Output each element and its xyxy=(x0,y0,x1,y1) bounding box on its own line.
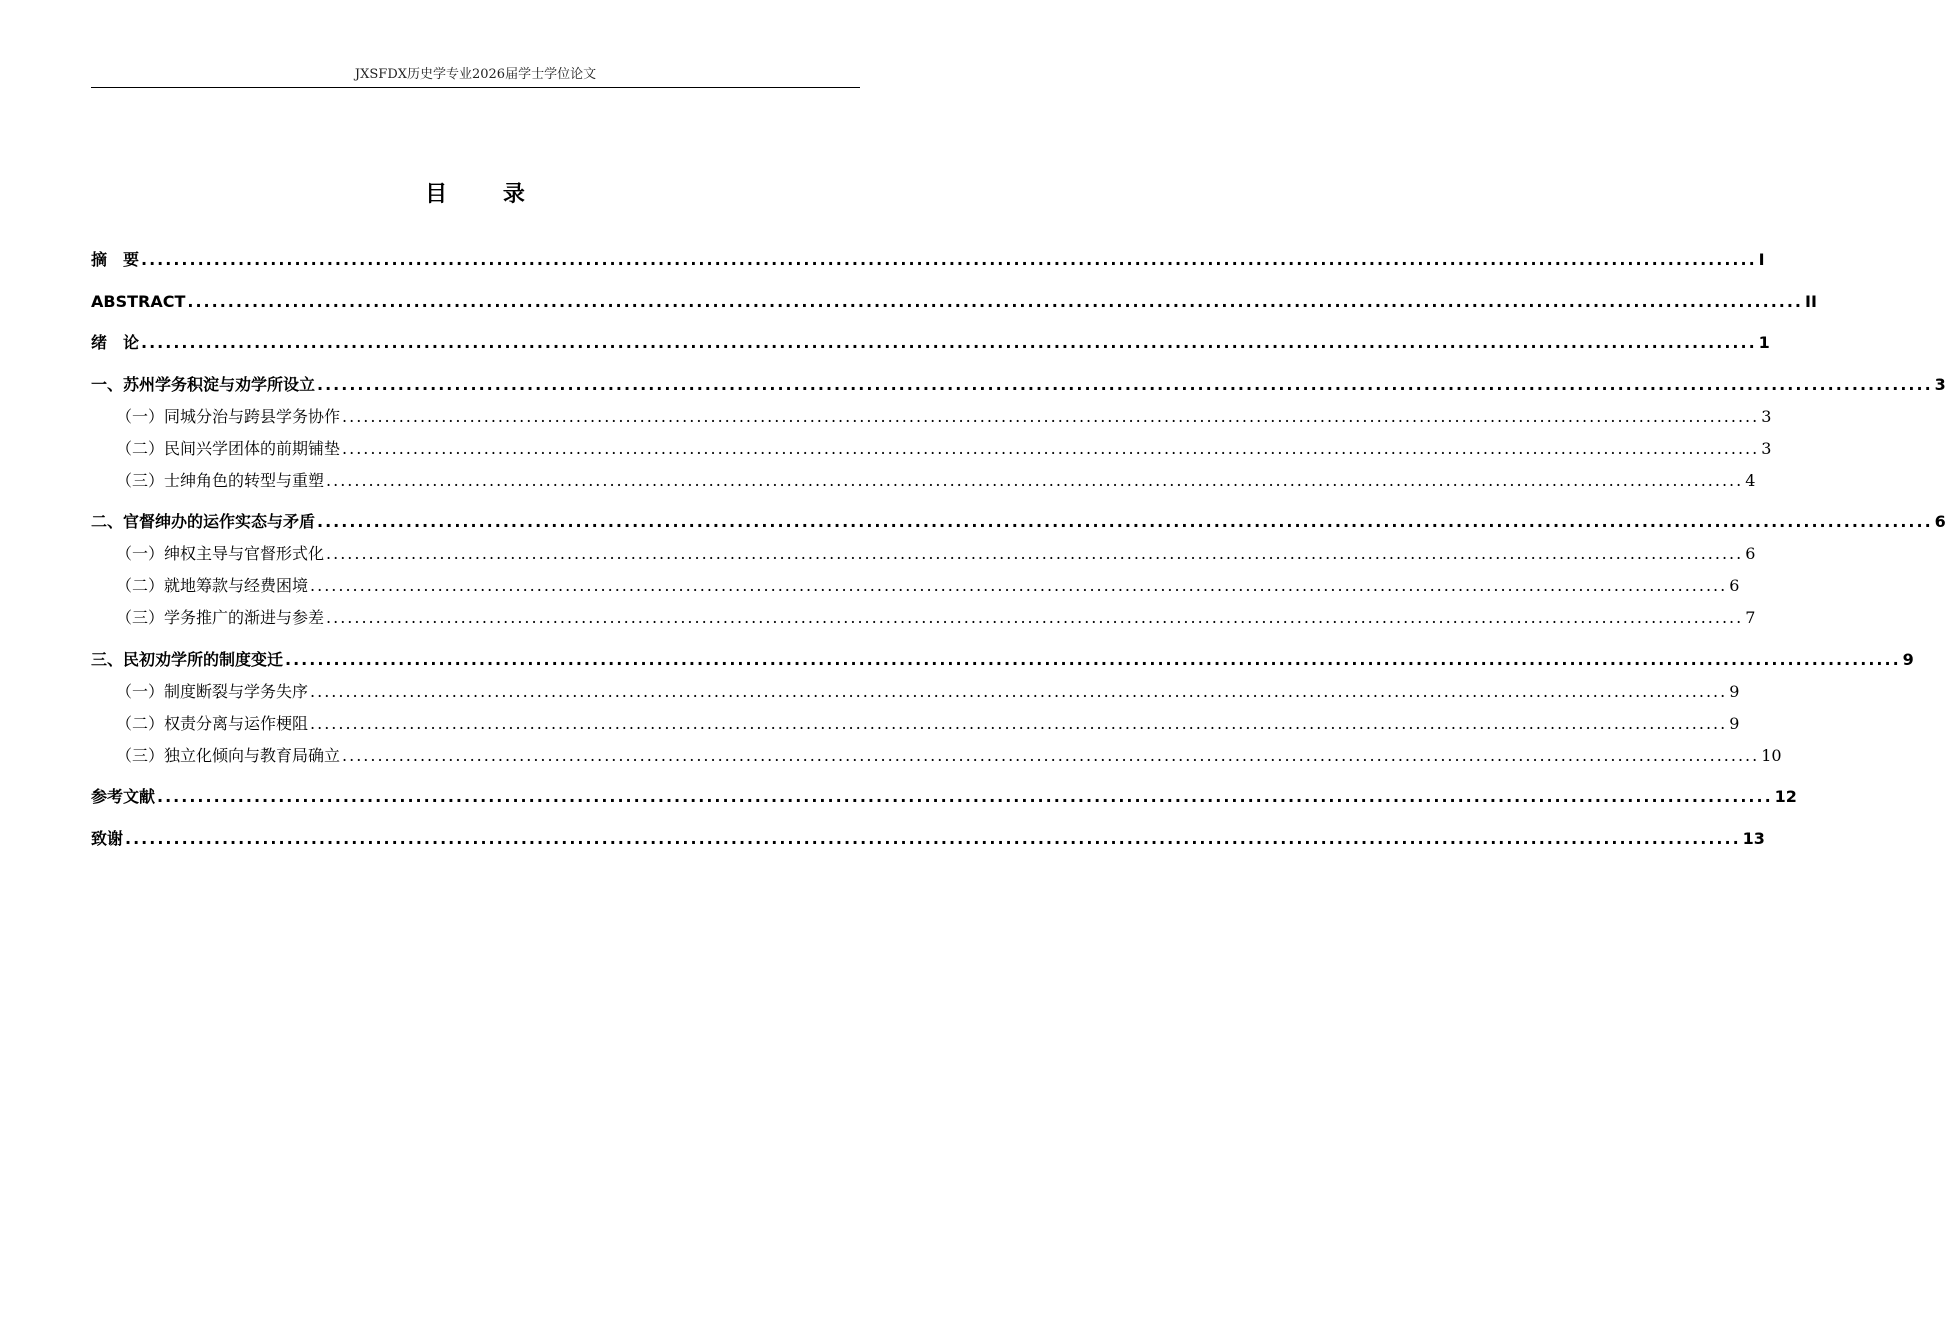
toc-entry-chapter-1[interactable] xyxy=(91,369,1946,401)
toc-leader-dots: ........................................................................................................................................................................................................ xyxy=(326,608,1744,627)
toc-entry-label: ABSTRACT xyxy=(91,291,186,311)
toc-entry-page: 13 xyxy=(1742,828,1765,848)
toc-entry-label: （二）就地筹款与经费困境 xyxy=(116,576,309,595)
toc-entry-label: （三）独立化倾向与教育局确立 xyxy=(116,745,341,765)
toc-entry-label: 摘 要 xyxy=(91,250,140,269)
toc-leader-dots: ........................................................................................................................................................................................................ xyxy=(317,374,1933,394)
toc-entry-page: I xyxy=(1758,250,1765,269)
toc-entry-label: （一）同城分治与跨县学务协作 xyxy=(116,406,341,426)
toc-entry-section-2-1[interactable] xyxy=(91,538,1756,570)
toc-entry-abstract-cn[interactable] xyxy=(91,244,1765,276)
toc-entry-section-1-3[interactable] xyxy=(91,465,1756,497)
toc-leader-dots: ........................................................................................................................................................................................................ xyxy=(326,544,1744,563)
toc-entry-abstract-en[interactable] xyxy=(91,286,1817,318)
toc-entry-page: 6 xyxy=(1729,576,1740,595)
toc-entry-page: 4 xyxy=(1745,470,1756,490)
toc-entry-label: （二）民间兴学团体的前期铺垫 xyxy=(116,438,341,458)
toc-entry-page: 3 xyxy=(1761,406,1772,426)
toc-entry-section-3-3[interactable] xyxy=(91,740,1782,772)
toc-entry-label: 绪 论 xyxy=(91,333,140,352)
toc-leader-dots: ........................................................................................................................................................................................................ xyxy=(157,787,1773,806)
toc-entry-label: （二）权责分离与运作梗阻 xyxy=(116,713,309,733)
toc-entry-label: 参考文献 xyxy=(91,787,156,806)
toc-leader-dots: ........................................................................................................................................................................................................ xyxy=(310,681,1728,701)
toc-entry-label: 二、官督绅办的运作实态与矛盾 xyxy=(91,512,316,531)
toc-entry-page: 12 xyxy=(1774,787,1797,806)
toc-entry-acknowledgements[interactable] xyxy=(91,823,1765,855)
toc-leader-dots: ........................................................................................................................................................................................................ xyxy=(326,470,1744,490)
toc-entry-chapter-2[interactable] xyxy=(91,506,1946,538)
toc-entry-page: 3 xyxy=(1934,374,1946,394)
toc-entry-label: 三、民初劝学所的制度变迁 xyxy=(91,649,284,669)
toc-entry-label: （三）学务推广的渐进与参差 xyxy=(116,608,325,627)
toc-entry-introduction[interactable] xyxy=(91,327,1770,359)
toc-entry-label: （三）士绅角色的转型与重塑 xyxy=(116,470,325,490)
toc-entry-page: 7 xyxy=(1745,608,1756,627)
toc-entry-references[interactable] xyxy=(91,781,1797,813)
toc-entry-page: 9 xyxy=(1729,713,1740,733)
toc-leader-dots: ........................................................................................................................................................................................................ xyxy=(342,745,1760,765)
toc-entry-section-1-1[interactable] xyxy=(91,401,1772,433)
toc-leader-dots: ........................................................................................................................................................................................................ xyxy=(285,649,1901,669)
toc-entry-label: （一）制度断裂与学务失序 xyxy=(116,681,309,701)
toc-entry-page: II xyxy=(1805,291,1817,311)
toc-entry-section-2-2[interactable] xyxy=(91,570,1740,602)
toc-entry-page: 9 xyxy=(1902,649,1914,669)
toc-entry-section-3-2[interactable] xyxy=(91,708,1740,740)
page-header: JXSFDX历史学专业2026届学士学位论文 xyxy=(91,62,860,88)
toc-leader-dots: ........................................................................................................................................................................................................ xyxy=(125,828,1741,848)
toc-entry-page: 3 xyxy=(1761,438,1772,458)
toc-leader-dots: ........................................................................................................................................................................................................ xyxy=(310,713,1728,733)
toc-entry-page: 1 xyxy=(1758,333,1770,352)
toc-entry-page: 9 xyxy=(1729,681,1740,701)
toc-leader-dots: ........................................................................................................................................................................................................ xyxy=(187,291,1803,311)
toc-leader-dots: ........................................................................................................................................................................................................ xyxy=(342,438,1760,458)
toc-leader-dots: ........................................................................................................................................................................................................ xyxy=(141,333,1757,352)
toc-leader-dots: ........................................................................................................................................................................................................ xyxy=(317,512,1933,531)
toc-entry-label: （一）绅权主导与官督形式化 xyxy=(116,544,325,563)
toc-entry-section-2-3[interactable] xyxy=(91,602,1756,634)
toc-entry-page: 10 xyxy=(1761,745,1782,765)
toc-leader-dots: ........................................................................................................................................................................................................ xyxy=(141,250,1757,269)
toc-entry-page: 6 xyxy=(1745,544,1756,563)
toc-entry-label: 致谢 xyxy=(91,828,124,848)
toc-title: 目 录 xyxy=(425,182,549,207)
toc-entry-section-1-2[interactable] xyxy=(91,433,1772,465)
toc-leader-dots: ........................................................................................................................................................................................................ xyxy=(310,576,1728,595)
toc-entry-label: 一、苏州学务积淀与劝学所设立 xyxy=(91,374,316,394)
toc-entry-page: 6 xyxy=(1934,512,1946,531)
toc-entry-chapter-3[interactable] xyxy=(91,644,1914,676)
table-of-contents xyxy=(91,244,1946,855)
toc-leader-dots: ........................................................................................................................................................................................................ xyxy=(342,406,1760,426)
toc-entry-section-3-1[interactable] xyxy=(91,676,1740,708)
